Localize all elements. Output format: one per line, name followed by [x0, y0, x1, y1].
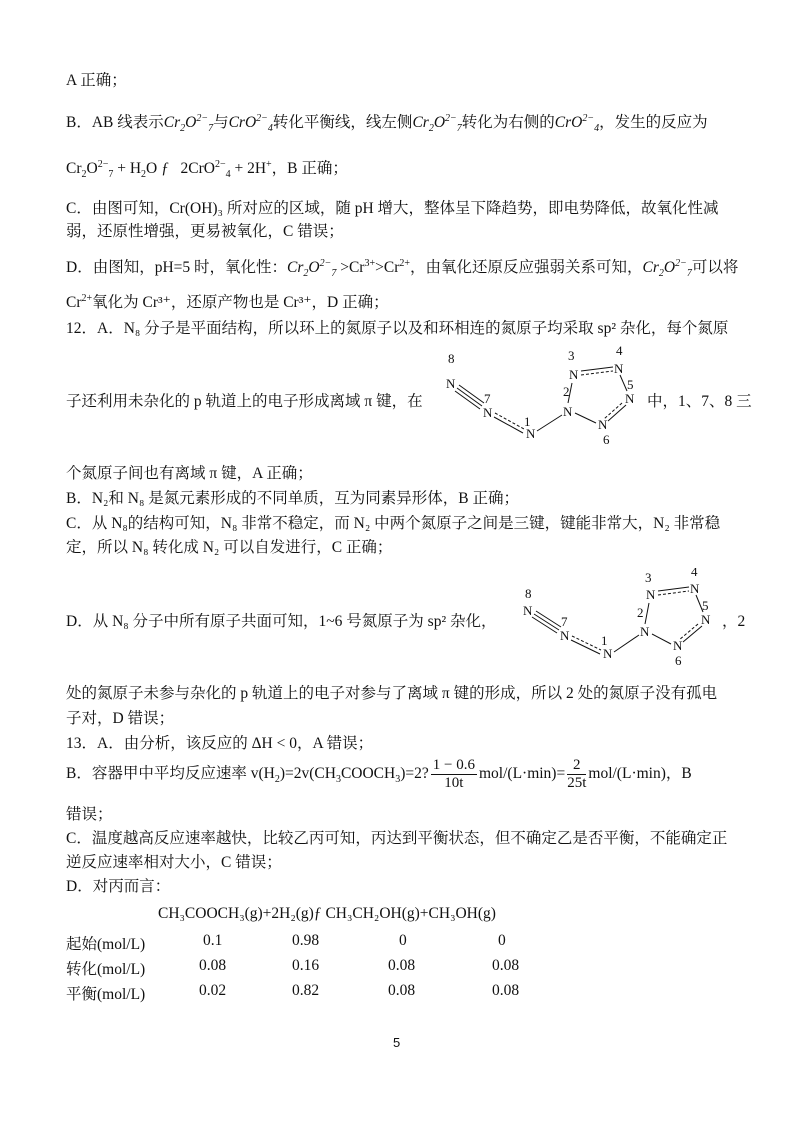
atom-n7: N [483, 405, 493, 420]
atom-number-5: 5 [702, 598, 709, 613]
text-span: ，由氧化还原反应强弱关系可知， [410, 259, 643, 276]
atom-n6: N [673, 638, 683, 653]
text-span: D．由图知，pH=5 时，氧化性： [66, 259, 288, 276]
atom-n4: N [690, 581, 700, 596]
row-label: 起始(mol/L) [66, 936, 146, 953]
reaction-equation: $Cr_2O^{2-}_7 + H_2O$ ƒ 2CrO$^{2-}_4$ + 2H+ [66, 158, 272, 181]
text-line-18: B．容器甲中平均反应速率 $v(H_2)=2v(CH_3COOCH_3)=2$? $\frac{1 - 0.6}{10t}$ mol/(L·min)= $\frac{2}{25t}$ mol/(L·min)，B [66, 757, 692, 791]
atom-number-1: 1 [601, 633, 608, 648]
table-cell: 0.08 [388, 957, 416, 974]
atom-n3: N [646, 587, 656, 602]
table-cell: 0.02 [199, 982, 227, 999]
atom-n2: N [640, 624, 650, 639]
atom-n1: N [603, 646, 613, 661]
atom-n8: N [523, 603, 533, 618]
fraction-denominator: 10t [444, 775, 464, 791]
text-line-6: D．由图知，pH=5 时，氧化性：$Cr_2O^{2-}_7 >Cr^{3+}>Cr^{2+}$，由氧化还原反应强弱关系可知，$Cr_2O^{2-}_7$可以将 [66, 257, 739, 280]
text-line-9 [66, 389, 423, 411]
atom-n7: N [560, 628, 570, 643]
formula-cr2o7: $Cr_2O^{2-}_7$ [412, 112, 462, 135]
text-line-11: B．N₂和 N₈ 是氮元素形成的不同单质，互为同素异形体，B 正确； [66, 490, 519, 507]
text-line-3 [66, 156, 348, 181]
atom-number-3: 3 [645, 570, 652, 585]
page-number: 5 [393, 1035, 401, 1050]
text-span: ，发生的反应为 [599, 114, 708, 131]
table-cell: 0.08 [492, 982, 520, 999]
table-cell: 0.08 [199, 957, 227, 974]
atom-number-4: 4 [616, 345, 623, 358]
table-cell: 0.08 [388, 982, 416, 999]
atom-number-3: 3 [568, 348, 575, 363]
text-span: mol/(L·min)，B [588, 765, 692, 783]
text-line-22: D．对丙而言： [66, 878, 171, 895]
formula-cro4: CrO$^{2-}_4$ [554, 112, 600, 135]
text-span: 氧化为 Cr³⁺，还原产物也是 Cr³⁺，D 正确； [92, 294, 389, 311]
n8-structure-diagram-2 [510, 568, 720, 678]
formula-cro4: CrO$^{2-}_4$ [228, 112, 273, 135]
text-span: 与 [213, 114, 229, 131]
text-line-21: 逆反应速率相对大小，C 错误； [66, 854, 282, 871]
text-span: =2? [405, 765, 429, 783]
table-cell: 0.16 [292, 957, 320, 974]
formula-cr2plus: $Cr^{2+}$ [66, 292, 93, 311]
atom-n5: N [625, 391, 635, 406]
atom-n8: N [446, 376, 456, 391]
fraction-2 [567, 757, 586, 792]
fraction-numerator: 1 − 0.6 [432, 757, 475, 773]
row-label: 转化(mol/L) [66, 961, 146, 978]
atom-number-8: 8 [448, 351, 455, 366]
atom-number-7: 7 [484, 391, 491, 406]
table-equation: CH₃COOCH₃(g)+2H₂(g)ƒ CH₃CH₂OH(g)+CH₃OH(g) [158, 905, 496, 922]
atom-n3: N [569, 367, 579, 382]
text-line-2 [66, 110, 708, 135]
fraction-numerator: 2 [567, 757, 586, 775]
table-cell: 0.1 [203, 932, 223, 949]
n8-structure-svg [438, 345, 638, 450]
text-span: B．容器甲中平均反应速率 v [66, 765, 259, 783]
text-line-19: 错误； [66, 806, 113, 823]
text-span: 转化平衡线，线左侧 [272, 114, 413, 131]
text-line-14-tail: ，2 [722, 613, 746, 630]
table-cell: 0.98 [292, 932, 320, 949]
text-line-7 [66, 290, 389, 312]
text-line-10: 个氮原子间也有离域 π 键，A 正确； [66, 465, 313, 482]
text-line-16: 子对，D 错误； [66, 710, 175, 727]
atom-number-6: 6 [603, 432, 610, 447]
atom-n4: N [614, 361, 624, 376]
text-line-13: 定，所以 N₈ 转化成 N₂ 可以自发进行，C 正确； [66, 539, 393, 556]
fraction-1 [431, 757, 477, 792]
atom-n1: N [526, 426, 536, 441]
text-line-8: 12．A．N₈ 分子是平面结构，所以环上的氮原子以及和环相连的氮原子均采取 sp² 杂化，每个氮原 [66, 320, 729, 337]
text-span: B．AB 线表示 [66, 114, 164, 131]
text-span: 子还利用未杂化的 p 轨道上的电子形成离域 π 键，在 [66, 393, 423, 410]
text-span: 可以将 [691, 259, 739, 276]
text-span: ，B 正确； [271, 160, 348, 177]
text-line-1: A 正确； [66, 72, 127, 89]
row-label: 平衡(mol/L) [66, 986, 146, 1003]
text-span: 转化为右侧的 [461, 114, 555, 131]
atom-number-7: 7 [561, 614, 568, 629]
atom-number-1: 1 [524, 414, 531, 429]
text-line-20: C．温度越高反应速率越快，比较乙丙可知，丙达到平衡状态，但不确定乙是否平衡，不能确定正 [66, 830, 728, 847]
table-cell: 0.08 [492, 957, 520, 974]
text-span: mol/(L·min)= [478, 765, 566, 783]
text-line-5: 弱，还原性增强，更易被氧化，C 错误； [66, 223, 344, 240]
text-line-14: D．从 N₈ 分子中所有原子共面可知，1~6 号氮原子为 sp² 杂化， [66, 613, 497, 630]
text-line-15: 处的氮原子未参与杂化的 p 轨道上的电子对参与了离域 π 键的形成，所以 2 处的氮原子没有孤电 [66, 685, 718, 702]
atom-number-6: 6 [675, 653, 682, 668]
atom-number-5: 5 [627, 377, 634, 392]
text-line-9-tail: 中，1、7、8 三 [647, 393, 752, 410]
formula-cr2o7: $Cr_2O^{2-}_7$ [163, 112, 214, 135]
formula-cr2o7: $Cr_2O^{2-}_7$ [287, 257, 337, 280]
text-span: =2v [285, 765, 310, 783]
text-line-17: 13．A．由分析，该反应的 ΔH < 0，A 错误； [66, 735, 374, 752]
text-line-12: C．从 N₈的结构可知，N₈ 非常不稳定，而 N₂ 中两个氮原子之间是三键，键能非常大，N₂ 非常稳 [66, 515, 721, 532]
atom-number-4: 4 [691, 568, 698, 579]
fraction-denominator: 25t [567, 775, 587, 791]
table-cell: 0 [399, 932, 407, 949]
atom-number-2: 2 [563, 384, 570, 399]
atom-n5: N [701, 612, 711, 627]
table-cell: 0.82 [292, 982, 320, 999]
atom-number-8: 8 [525, 586, 532, 601]
n8-structure-svg-2 [510, 568, 720, 673]
atom-n2: N [563, 404, 573, 419]
atom-n6: N [598, 417, 608, 432]
table-cell: 0 [498, 932, 506, 949]
atom-number-2: 2 [637, 605, 644, 620]
formula-cr2o7: $Cr_2O^{2-}_7$ [642, 257, 692, 280]
n8-structure-diagram [438, 345, 638, 455]
text-line-4: C．由图可知，Cr(OH)₃ 所对应的区域，随 pH 增大，整体呈下降趋势，即电势降低，故氧化性减 [66, 200, 719, 217]
